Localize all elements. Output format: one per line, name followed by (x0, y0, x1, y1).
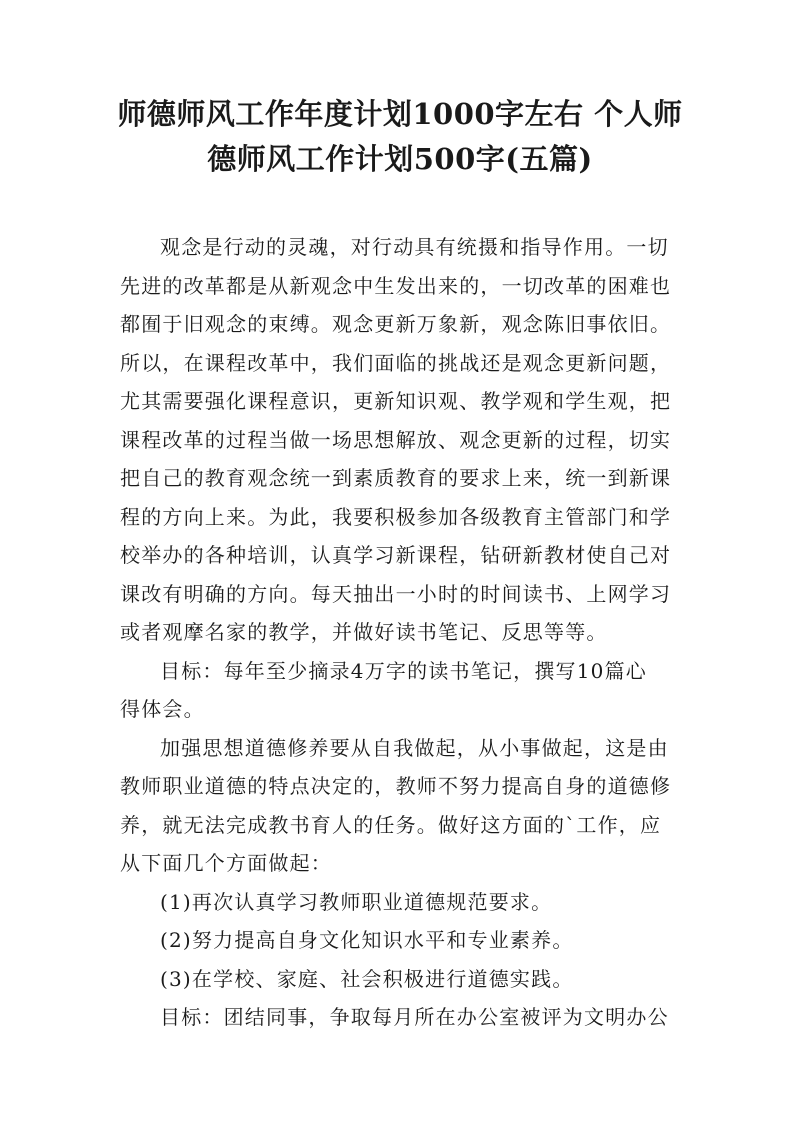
paragraph (120, 960, 685, 999)
paragraph-line: 校举办的各种培训，认真学习新课程，钻研新教材使自己对 (120, 543, 672, 567)
paragraph-line: 都囿于旧观念的束缚。观念更新万象新，观念陈旧事依旧。 (120, 312, 672, 336)
paragraph-line: 从下面几个方面做起： (120, 851, 332, 875)
paragraph-line: 课程改革的过程当做一场思想解放、观念更新的过程，切实 (120, 427, 672, 452)
document-title (80, 92, 720, 182)
paragraph-line: 目标：团结同事，争取每月所在办公室被评为文明办公 (160, 1005, 669, 1029)
paragraph (120, 921, 685, 960)
paragraph-line: 所以，在课程改革中，我们面临的挑战还是观念更新问题， (120, 350, 672, 375)
paragraph-line: 课改有明确的方向。每天抽出一小时的时间读书、上网学习 (120, 581, 672, 606)
paragraph-line: 尤其需要强化课程意识，更新知识观、教学观和学生观，把 (120, 389, 672, 413)
paragraph-line: 先进的改革都是从新观念中生发出来的，一切改革的困难也 (120, 273, 672, 298)
paragraph (120, 729, 685, 883)
paragraph-line: 养，就无法完成教书育人的任务。做好这方面的`工作，应 (120, 812, 662, 837)
paragraph-line: 观念是行动的灵魂，对行动具有统摄和指导作用。一切 (160, 235, 669, 259)
paragraph (120, 228, 685, 652)
paragraph-line: 目标：每年至少摘录4万字的读书笔记，撰写10篇心 (160, 658, 647, 683)
paragraph-line: 或者观摩名家的教学，并做好读书笔记、反思等等。 (120, 620, 608, 644)
paragraph-line: (3)在学校、家庭、社会积极进行道德实践。 (160, 966, 574, 991)
paragraph-line: (1)再次认真学习教师职业道德规范要求。 (160, 889, 553, 914)
paragraph (120, 652, 685, 729)
paragraph (120, 998, 685, 1037)
title-line-2: 德师风工作计划500字(五篇) (207, 142, 593, 176)
paragraph (120, 883, 685, 922)
paragraph-line: (2)努力提高自身文化知识水平和专业素养。 (160, 928, 574, 952)
paragraph-line: 教师职业道德的特点决定的，教师不努力提高自身的道德修 (120, 774, 672, 798)
title-line-1: 师德师风工作年度计划1000字左右 个人师 (117, 97, 683, 131)
paragraph-line: 得体会。 (120, 697, 205, 721)
document-body (120, 228, 685, 1037)
paragraph-line: 程的方向上来。为此，我要积极参加各级教育主管部门和学 (120, 504, 672, 529)
paragraph-line: 把自己的教育观念统一到素质教育的要求上来，统一到新课 (120, 466, 672, 490)
paragraph-line: 加强思想道德修养要从自我做起，从小事做起，这是由 (160, 735, 669, 760)
